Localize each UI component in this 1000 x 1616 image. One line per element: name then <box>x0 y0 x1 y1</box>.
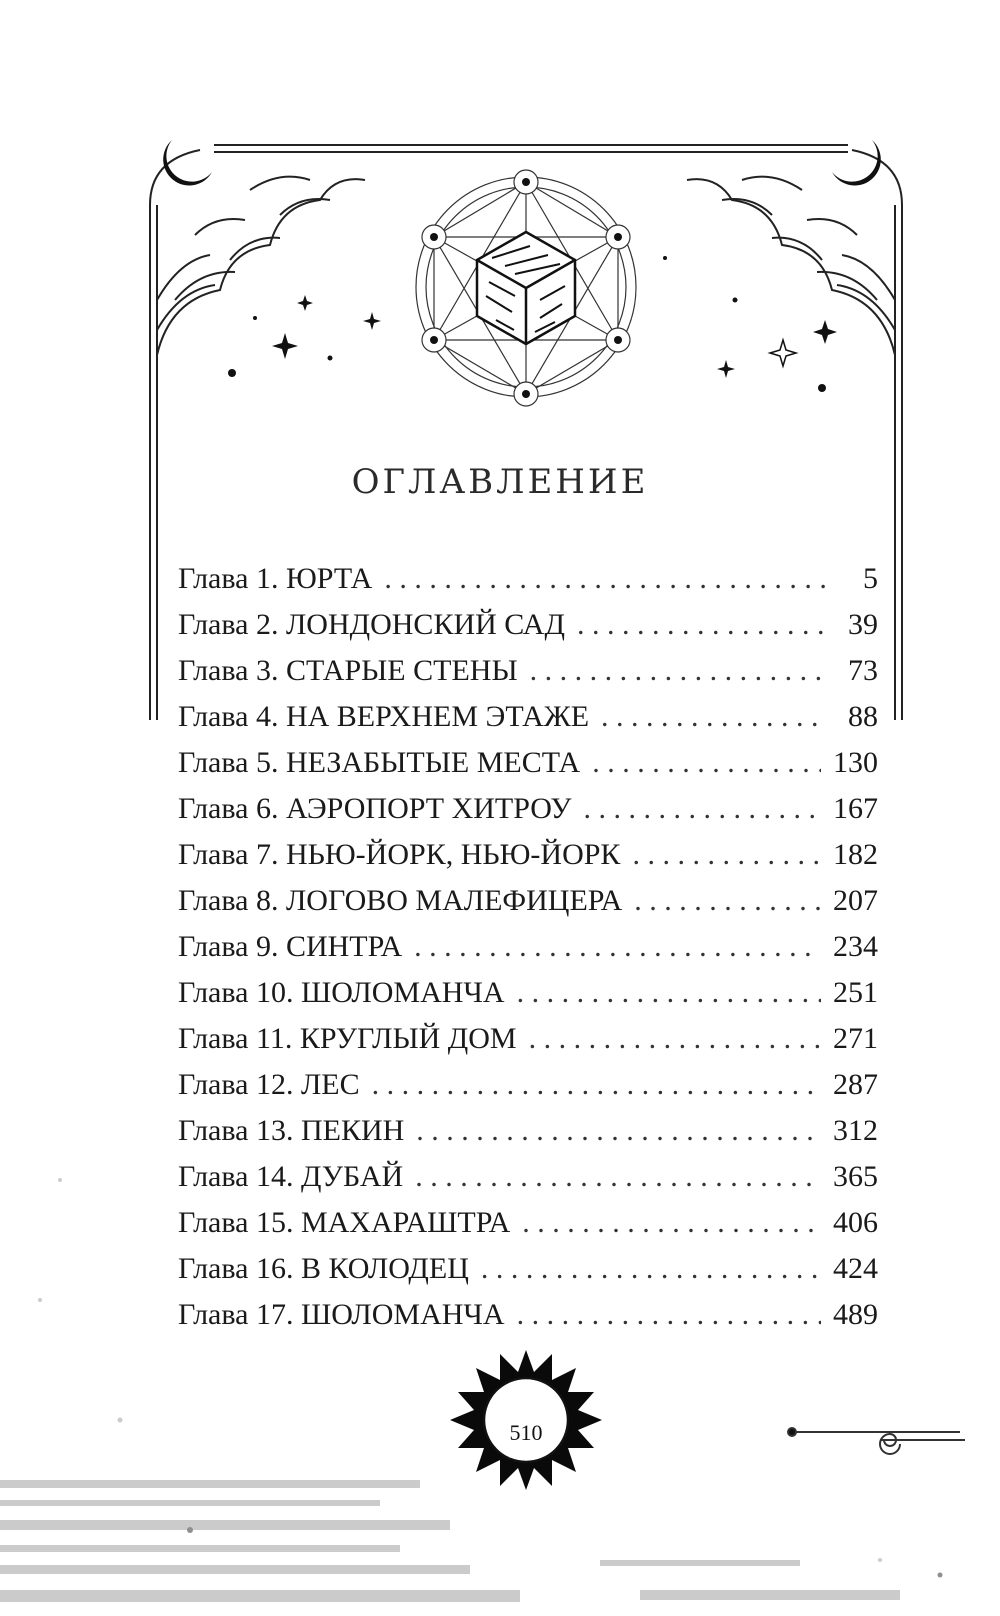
toc-entry-page: 424 <box>833 1252 878 1285</box>
cloud-icon <box>687 177 895 355</box>
toc-entry-page: 271 <box>833 1022 878 1055</box>
sacred-geometry-cube-icon <box>416 170 636 406</box>
swirl-line-icon <box>788 1428 965 1454</box>
toc-entry[interactable] <box>178 924 878 970</box>
toc-entry[interactable] <box>178 1246 878 1292</box>
toc-entry[interactable] <box>178 832 878 878</box>
toc-entry-page: 5 <box>863 562 878 595</box>
toc-entry-label: Глава 14. ДУБАЙ <box>178 1160 404 1193</box>
toc-entry[interactable] <box>178 740 878 786</box>
toc-entry-page: 88 <box>848 700 878 733</box>
toc-entry[interactable] <box>178 1016 878 1062</box>
toc-entry-label: Глава 2. ЛОНДОНСКИЙ САД <box>178 608 565 641</box>
toc-entry-label: Глава 9. СИНТРА <box>178 930 403 963</box>
toc-entry-label: Глава 11. КРУГЛЫЙ ДОМ <box>178 1022 517 1055</box>
toc-entry-page: 251 <box>833 976 878 1009</box>
page-title: ОГЛАВЛЕНИЕ <box>351 462 649 502</box>
toc-entry[interactable] <box>178 648 878 694</box>
toc-entry-page: 73 <box>848 654 878 687</box>
toc-entry-label: Глава 12. ЛЕС <box>178 1068 360 1101</box>
toc-entry-label: Глава 6. АЭРОПОРТ ХИТРОУ <box>178 792 572 825</box>
toc-entry-label: Глава 10. ШОЛОМАНЧА <box>178 976 505 1009</box>
toc-entry-label: Глава 16. В КОЛОДЕЦ <box>178 1252 469 1285</box>
toc-entry[interactable] <box>178 970 878 1016</box>
cloud-icon <box>157 177 365 355</box>
toc-entry-page: 167 <box>833 792 878 825</box>
toc-entry-label: Глава 7. НЬЮ-ЙОРК, НЬЮ-ЙОРК <box>178 838 621 871</box>
table-of-contents <box>178 556 878 1338</box>
toc-entry-label: Глава 17. ШОЛОМАНЧА <box>178 1298 505 1331</box>
toc-entry-page: 312 <box>833 1114 878 1147</box>
toc-entry[interactable] <box>178 602 878 648</box>
toc-entry-page: 130 <box>833 746 878 779</box>
crescent-moon-icon <box>832 140 881 185</box>
toc-entry[interactable] <box>178 1062 878 1108</box>
toc-entry[interactable] <box>178 1200 878 1246</box>
toc-entry[interactable] <box>178 694 878 740</box>
toc-entry-page: 182 <box>833 838 878 871</box>
toc-entry-page: 489 <box>833 1298 878 1331</box>
toc-entry-label: Глава 13. ПЕКИН <box>178 1114 405 1147</box>
toc-entry-label: Глава 15. МАХАРАШТРА <box>178 1206 511 1239</box>
toc-entry[interactable] <box>178 1292 878 1338</box>
toc-entry-label: Глава 4. НА ВЕРХНЕМ ЭТАЖЕ <box>178 700 590 733</box>
toc-entry-label: Глава 5. НЕЗАБЫТЫЕ МЕСТА <box>178 746 581 779</box>
toc-entry-label: Глава 1. ЮРТА <box>178 562 373 595</box>
toc-entry-page: 207 <box>833 884 878 917</box>
toc-entry[interactable] <box>178 878 878 924</box>
toc-entry-label: Глава 3. СТАРЫЕ СТЕНЫ <box>178 654 518 687</box>
toc-entry-page: 365 <box>833 1160 878 1193</box>
toc-entry-page: 39 <box>848 608 878 641</box>
toc-entry[interactable] <box>178 1108 878 1154</box>
star-icon <box>663 256 837 392</box>
toc-entry-page: 406 <box>833 1206 878 1239</box>
toc-entry[interactable] <box>178 1154 878 1200</box>
toc-entry[interactable] <box>178 786 878 832</box>
star-icon <box>228 295 381 377</box>
toc-entry-page: 234 <box>833 930 878 963</box>
toc-entry[interactable] <box>178 556 878 602</box>
toc-entry-page: 287 <box>833 1068 878 1101</box>
page-number: 510 <box>509 1420 543 1445</box>
toc-entry-label: Глава 8. ЛОГОВО МАЛЕФИЦЕРА <box>178 884 623 917</box>
